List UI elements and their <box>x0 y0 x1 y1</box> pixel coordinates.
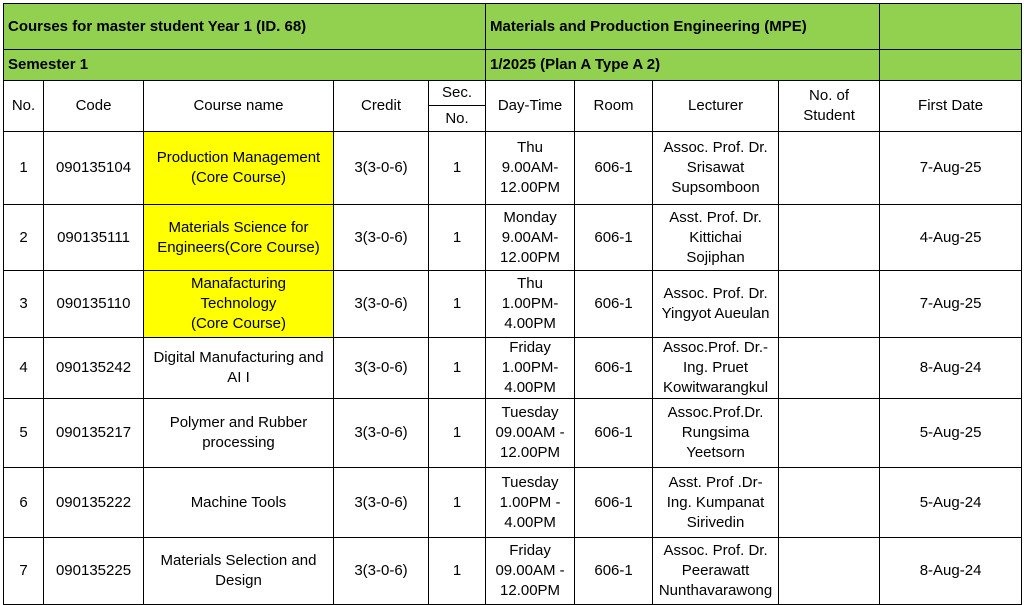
first-date-cell: 5-Aug-24 <box>880 468 1022 538</box>
credit-cell: 3(3-0-6) <box>334 205 429 271</box>
lecturer-cell-line: Ing. Kumpanat <box>666 493 765 511</box>
day-time-cell-line: 12.00PM <box>500 179 561 196</box>
lecturer-cell-line: Sojiphan <box>686 248 745 266</box>
section-cell: 1 <box>429 132 486 205</box>
course-code-cell: 090135104 <box>44 132 144 205</box>
day-time-cell-line: 12.00PM <box>500 582 561 599</box>
lecturer-cell-line: Yingyot Aueulan <box>661 305 770 322</box>
course-name-cell-line: Production Management <box>156 149 321 166</box>
course-code-cell: 090135242 <box>44 338 144 399</box>
day-time-cell-line: 12.00PM <box>500 248 561 266</box>
course-name-cell-line: Design <box>215 572 262 589</box>
table-row <box>4 271 1022 338</box>
first-date-cell: 4-Aug-25 <box>880 205 1022 271</box>
credit-cell: 3(3-0-6) <box>334 399 429 468</box>
day-time-cell-line: 1.00PM- <box>501 359 559 376</box>
course-code-cell: 090135225 <box>44 538 144 605</box>
lecturer-cell-line: Ing. Pruet <box>683 359 749 376</box>
table-row <box>4 468 1022 538</box>
course-name-cell-line: Digital Manufacturing and <box>153 349 324 366</box>
day-time-cell-line: Thu <box>517 139 543 156</box>
credit-cell: 3(3-0-6) <box>334 132 429 205</box>
section-cell: 1 <box>429 271 486 338</box>
lecturer-cell-line: Assoc. Prof. Dr. <box>663 285 768 302</box>
section-cell: 1 <box>429 338 486 399</box>
first-date-cell: 5-Aug-25 <box>880 399 1022 468</box>
day-time-cell-line: Thu <box>517 275 543 292</box>
student-count-cell <box>779 399 880 468</box>
lecturer-cell-line: Peerawatt <box>681 562 750 579</box>
day-time-cell-line: Monday <box>503 208 557 226</box>
day-time-cell-line: Tuesday <box>501 404 559 421</box>
course-name-cell-line: Machine Tools <box>190 493 287 511</box>
room-cell: 606-1 <box>575 399 653 468</box>
lecturer-cell-line: Kowitwarangkul <box>663 379 769 396</box>
course-name-cell <box>144 205 334 271</box>
day-time-cell-line: 9.00AM- <box>501 159 559 176</box>
first-date-cell: 7-Aug-25 <box>880 271 1022 338</box>
course-schedule-table <box>3 3 1022 605</box>
lecturer-cell-line: Nunthavarawong <box>658 582 773 599</box>
credit-cell: 3(3-0-6) <box>334 468 429 538</box>
col-header-room: Room <box>575 81 653 132</box>
lecturer-cell <box>653 399 779 468</box>
course-name-cell <box>144 338 334 399</box>
lecturer-cell-line: Kittichai <box>689 228 742 246</box>
day-time-cell-line: 4.00PM <box>504 315 556 332</box>
day-time-cell <box>486 132 575 205</box>
lecturer-cell <box>653 538 779 605</box>
student-count-cell <box>779 271 880 338</box>
day-time-cell-line: 1.00PM - <box>499 493 561 511</box>
lecturer-cell <box>653 338 779 399</box>
course-name-cell-line: AI I <box>227 369 250 386</box>
semester-band-empty-cell <box>880 50 1022 81</box>
semester-label: Semester 1 <box>4 50 486 81</box>
room-cell: 606-1 <box>575 205 653 271</box>
day-time-cell-line: Friday <box>509 542 551 559</box>
course-code-cell: 090135111 <box>44 205 144 271</box>
table-row <box>4 338 1022 399</box>
credit-cell: 3(3-0-6) <box>334 271 429 338</box>
table-row <box>4 538 1022 605</box>
course-name-cell <box>144 538 334 605</box>
day-time-cell-line: 09.00AM - <box>495 424 565 441</box>
day-time-cell-line: 1.00PM- <box>501 295 559 312</box>
title-band-row <box>4 4 1022 50</box>
course-name-cell-line: Materials Science for <box>168 218 309 236</box>
course-name-cell <box>144 271 334 338</box>
day-time-cell-line: Tuesday <box>501 473 559 491</box>
course-name-cell-line: Engineers(Core Course) <box>157 238 320 256</box>
col-header-code: Code <box>44 81 144 132</box>
col-header-no-of-student <box>779 81 880 132</box>
section-cell: 1 <box>429 205 486 271</box>
table-row <box>4 205 1022 271</box>
student-count-cell <box>779 538 880 605</box>
day-time-cell-line: 4.00PM <box>504 513 556 531</box>
day-time-cell <box>486 538 575 605</box>
table-row <box>4 132 1022 205</box>
course-code-cell: 090135222 <box>44 468 144 538</box>
row-number-cell: 4 <box>4 338 44 399</box>
first-date-cell: 7-Aug-25 <box>880 132 1022 205</box>
day-time-cell-line: 4.00PM <box>504 379 556 396</box>
table-row <box>4 399 1022 468</box>
room-cell: 606-1 <box>575 132 653 205</box>
day-time-cell <box>486 338 575 399</box>
col-header-day-time: Day-Time <box>486 81 575 132</box>
course-name-cell-line: (Core Course) <box>190 315 287 332</box>
row-number-cell: 7 <box>4 538 44 605</box>
col-header-first-date: First Date <box>880 81 1022 132</box>
column-header-row <box>4 81 1022 106</box>
col-header-sec-no: No. <box>429 106 486 132</box>
lecturer-cell-line: Asst. Prof. Dr. <box>669 208 762 226</box>
table-body <box>4 4 1022 605</box>
plan-label: 1/2025 (Plan A Type A 2) <box>486 50 880 81</box>
course-name-cell-line: Materials Selection and <box>160 552 317 569</box>
room-cell: 606-1 <box>575 538 653 605</box>
col-header-course-name: Course name <box>144 81 334 132</box>
col-header-sec: Sec. <box>429 81 486 106</box>
credit-cell: 3(3-0-6) <box>334 338 429 399</box>
lecturer-cell <box>653 205 779 271</box>
lecturer-cell-line: Supsomboon <box>671 179 760 196</box>
course-name-cell-line: processing <box>202 434 275 451</box>
course-name-cell <box>144 468 334 538</box>
day-time-cell-line: 12.00PM <box>500 444 561 461</box>
col-header-no-of-student-label: No. of Student <box>803 87 855 124</box>
col-header-lecturer: Lecturer <box>653 81 779 132</box>
day-time-cell <box>486 205 575 271</box>
first-date-cell: 8-Aug-24 <box>880 538 1022 605</box>
lecturer-cell-line: Assoc. Prof. Dr. <box>663 542 768 559</box>
course-name-cell-line: Technology <box>200 295 277 312</box>
course-name-cell-line: Manafacturing <box>190 275 287 292</box>
lecturer-cell-line: Sirivedin <box>686 513 745 531</box>
room-cell: 606-1 <box>575 271 653 338</box>
col-header-no: No. <box>4 81 44 132</box>
lecturer-cell-line: Assoc. Prof. Dr. <box>663 139 768 156</box>
credit-cell: 3(3-0-6) <box>334 538 429 605</box>
course-name-cell <box>144 132 334 205</box>
lecturer-cell-line: Asst. Prof .Dr- <box>668 473 763 491</box>
day-time-cell <box>486 468 575 538</box>
lecturer-cell-line: Yeetsorn <box>686 444 745 461</box>
course-name-cell <box>144 399 334 468</box>
lecturer-cell <box>653 468 779 538</box>
course-name-cell-line: (Core Course) <box>190 169 287 186</box>
lecturer-cell-line: Assoc.Prof. Dr.- <box>663 339 769 356</box>
lecturer-cell-line: Srisawat <box>686 159 745 176</box>
section-cell: 1 <box>429 399 486 468</box>
day-time-cell-line: 9.00AM- <box>501 228 559 246</box>
room-cell: 606-1 <box>575 338 653 399</box>
day-time-cell <box>486 399 575 468</box>
student-count-cell <box>779 132 880 205</box>
section-cell: 1 <box>429 468 486 538</box>
first-date-cell: 8-Aug-24 <box>880 338 1022 399</box>
day-time-cell-line: Friday <box>509 339 551 356</box>
day-time-cell <box>486 271 575 338</box>
course-name-cell-line: Polymer and Rubber <box>169 414 308 431</box>
room-cell: 606-1 <box>575 468 653 538</box>
student-count-cell <box>779 468 880 538</box>
lecturer-cell-line: Rungsima <box>681 424 750 441</box>
department-title: Materials and Production Engineering (MPE) <box>486 4 880 50</box>
row-number-cell: 1 <box>4 132 44 205</box>
course-code-cell: 090135110 <box>44 271 144 338</box>
day-time-cell-line: 09.00AM - <box>495 562 565 579</box>
row-number-cell: 5 <box>4 399 44 468</box>
row-number-cell: 3 <box>4 271 44 338</box>
title-band-empty-cell <box>880 4 1022 50</box>
row-number-cell: 6 <box>4 468 44 538</box>
semester-band-row <box>4 50 1022 81</box>
lecturer-cell-line: Assoc.Prof.Dr. <box>667 404 764 421</box>
row-number-cell: 2 <box>4 205 44 271</box>
lecturer-cell <box>653 132 779 205</box>
section-cell: 1 <box>429 538 486 605</box>
program-title: Courses for master student Year 1 (ID. 68) <box>4 4 486 50</box>
student-count-cell <box>779 205 880 271</box>
student-count-cell <box>779 338 880 399</box>
col-header-credit: Credit <box>334 81 429 132</box>
lecturer-cell <box>653 271 779 338</box>
course-code-cell: 090135217 <box>44 399 144 468</box>
